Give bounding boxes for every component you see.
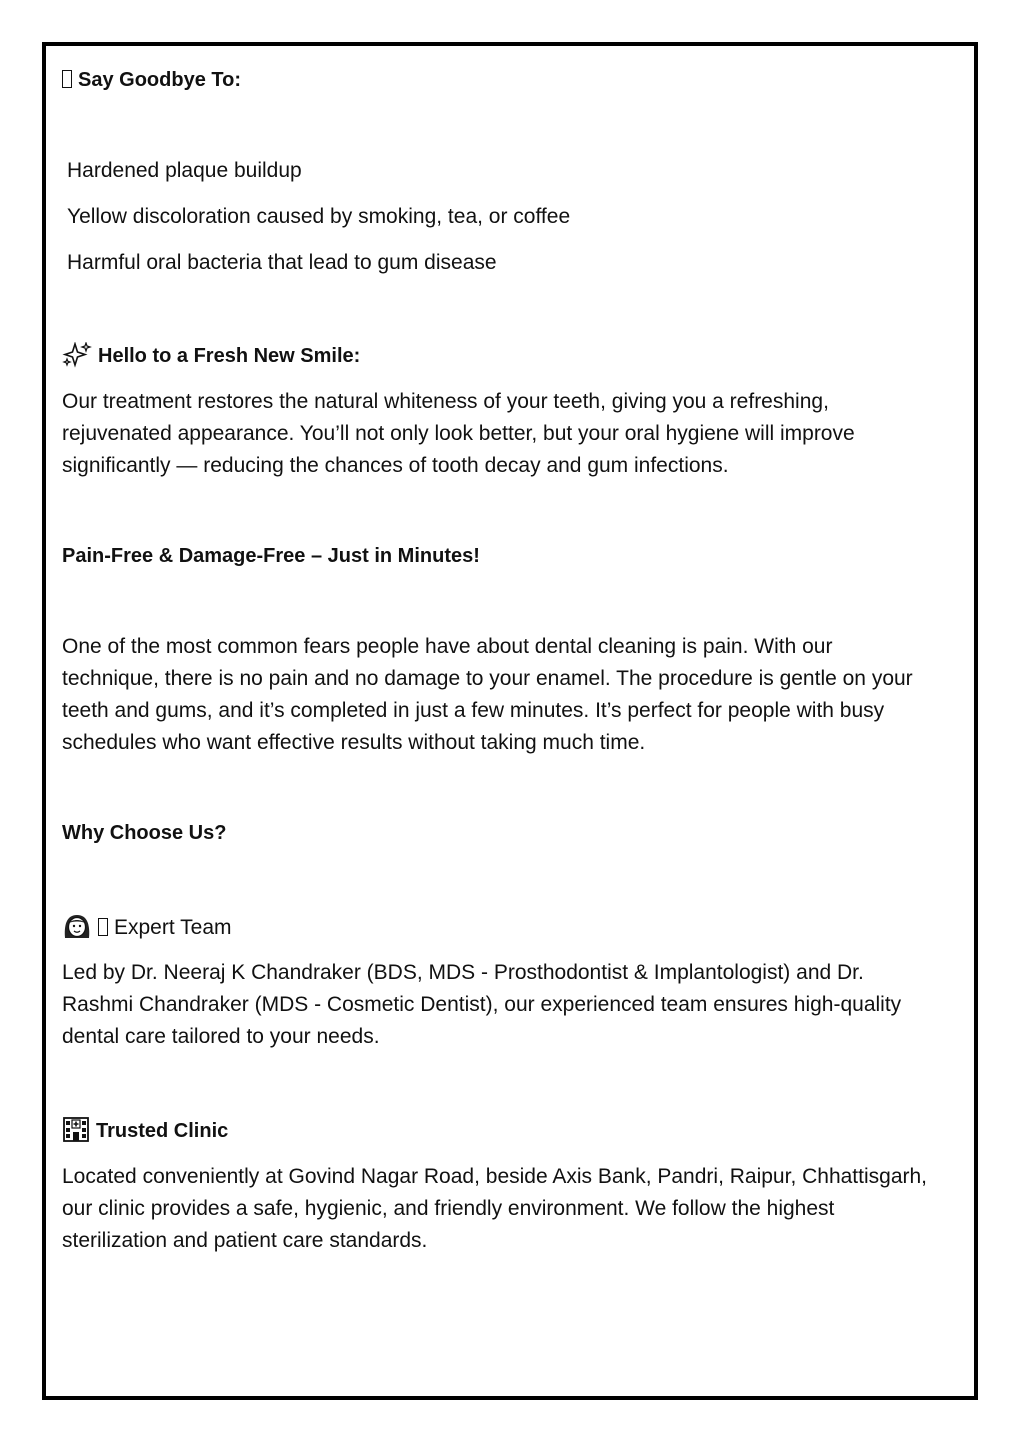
trusted-clinic-heading: Trusted Clinic [62,1115,228,1147]
missing-glyph-icon [62,70,72,88]
paragraph-line: dental care tailored to your needs. [62,1025,380,1048]
paragraph-line: rejuvenated appearance. You’ll not only look better, but your oral hygiene will improve [62,422,855,445]
missing-glyph-icon [98,918,108,936]
goodbye-heading: Say Goodbye To: [62,64,241,96]
fresh-smile-heading: Hello to a Fresh New Smile: [62,340,360,372]
sparkles-icon [62,342,92,368]
paragraph-line: Located conveniently at Govind Nagar Road, beside Axis Bank, Pandri, Raipur, Chhattisgarh, [62,1165,928,1188]
hospital-icon [62,1115,90,1143]
goodbye-item: Hardened plaque buildup [67,159,302,182]
paragraph-line: One of the most common fears people have about dental cleaning is pain. With our [62,635,833,658]
trusted-clinic-paragraph [62,1161,962,1257]
paragraph-line: sterilization and patient care standards. [62,1229,428,1252]
why-choose-heading: Why Choose Us? [62,822,227,844]
paragraph-line: teeth and gums, and it’s completed in just a few minutes. It’s perfect for people with busy [62,699,885,722]
paragraph-line: Led by Dr. Neeraj K Chandraker (BDS, MDS - Prosthodontist & Implantologist) and Dr. [62,961,864,984]
paragraph-line: significantly — reducing the chances of tooth decay and gum infections. [62,454,729,477]
goodbye-item: Harmful oral bacteria that lead to gum disease [67,251,497,274]
paragraph-line: Rashmi Chandraker (MDS - Cosmetic Dentist), our experienced team ensures high-quality [62,993,902,1016]
paragraph-line: technique, there is no pain and no damage to your enamel. The procedure is gentle on your [62,667,913,690]
woman-face-icon [62,912,92,940]
expert-team-heading: Expert Team [62,912,232,944]
paragraph-line: schedules who want effective results without taking much time. [62,731,646,754]
paragraph-line: Our treatment restores the natural whiteness of your teeth, giving you a refreshing, [62,390,829,413]
pain-free-heading: Pain-Free & Damage-Free – Just in Minutes! [62,545,480,567]
expert-team-paragraph [62,957,962,1053]
paragraph-line: our clinic provides a safe, hygienic, and friendly environment. We follow the highest [62,1197,835,1220]
goodbye-item: Yellow discoloration caused by smoking, tea, or coffee [67,205,571,228]
fresh-smile-paragraph [62,386,962,482]
pain-free-paragraph [62,631,962,759]
